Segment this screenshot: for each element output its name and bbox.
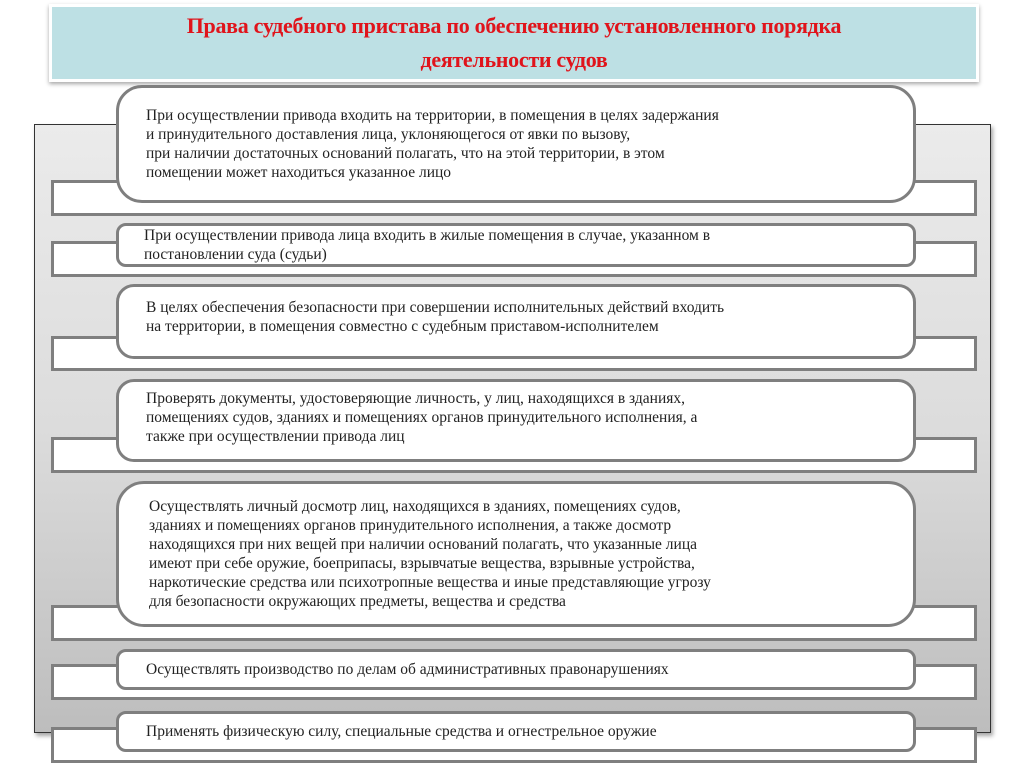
card-4-line-3: также при осуществлении привода лиц [146,428,405,445]
card-2-line-1: При осуществлении привода лица входить в жилые помещения в случае, указанном в [144,227,711,244]
card-5-line-1: Осуществлять личный досмотр лиц, находящихся в зданиях, помещениях судов, [149,498,681,515]
card-3-spacer [146,336,913,346]
card-1-line-4: помещении может находиться указанное лицо [146,164,452,181]
card-4-line-1: Проверять документы, удостоверяющие личность, у лиц, находящихся в зданиях, [146,390,686,407]
card-1-line-3: при наличии достаточных оснований полагать, что на этой территории, в этом [146,145,665,162]
right-card-4 [116,379,916,462]
card-6-line-1: Осуществлять производство по делам об административных правонарушениях [146,661,669,678]
right-card-5 [116,481,916,627]
right-card-3 [116,284,916,359]
right-card-1 [116,85,916,203]
card-5-line-2: зданиях и помещениях органов принудительного исполнения, а также досмотр [149,517,672,534]
card-5-line-3: находящихся при них вещей при наличии оснований полагать, что указанные лица [149,536,697,553]
card-3-line-2: на территории, в помещения совместно с судебным приставом-исполнителем [146,317,659,335]
card-5-line-4: имеют при себе оружие, боеприпасы, взрывчатые вещества, взрывные устройства, [149,555,695,572]
right-card-2 [116,223,916,267]
card-7-line-1: Применять физическую силу, специальные средства и огнестрельное оружие [146,723,657,740]
card-1-line-1: При осуществлении привода входить на территории, в помещения в целях задержания [146,107,719,124]
card-5-line-6: для безопасности окружающих предметы, вещества и средства [149,593,566,610]
right-card-7 [116,711,916,752]
card-5-line-5: наркотические средства или психотропные вещества и иные представляющие угрозу [149,574,711,591]
title-line-1: Права судебного пристава по обеспечению установленного порядка [186,13,842,38]
card-3-line-1: В целях обеспечения безопасности при совершении исполнительных действий входить [146,298,725,316]
title-banner [49,4,979,82]
card-4-spacer [146,446,913,452]
card-4-line-2: помещениях судов, зданиях и помещениях органов принудительного исполнения, а [146,409,698,426]
card-1-line-2: и принудительного доставления лица, уклоняющегося от явки по вызову, [146,126,631,143]
title-line-2: деятельности судов [420,47,608,72]
card-2-line-2: постановлении суда (судьи) [144,246,327,263]
right-card-6 [116,649,916,690]
